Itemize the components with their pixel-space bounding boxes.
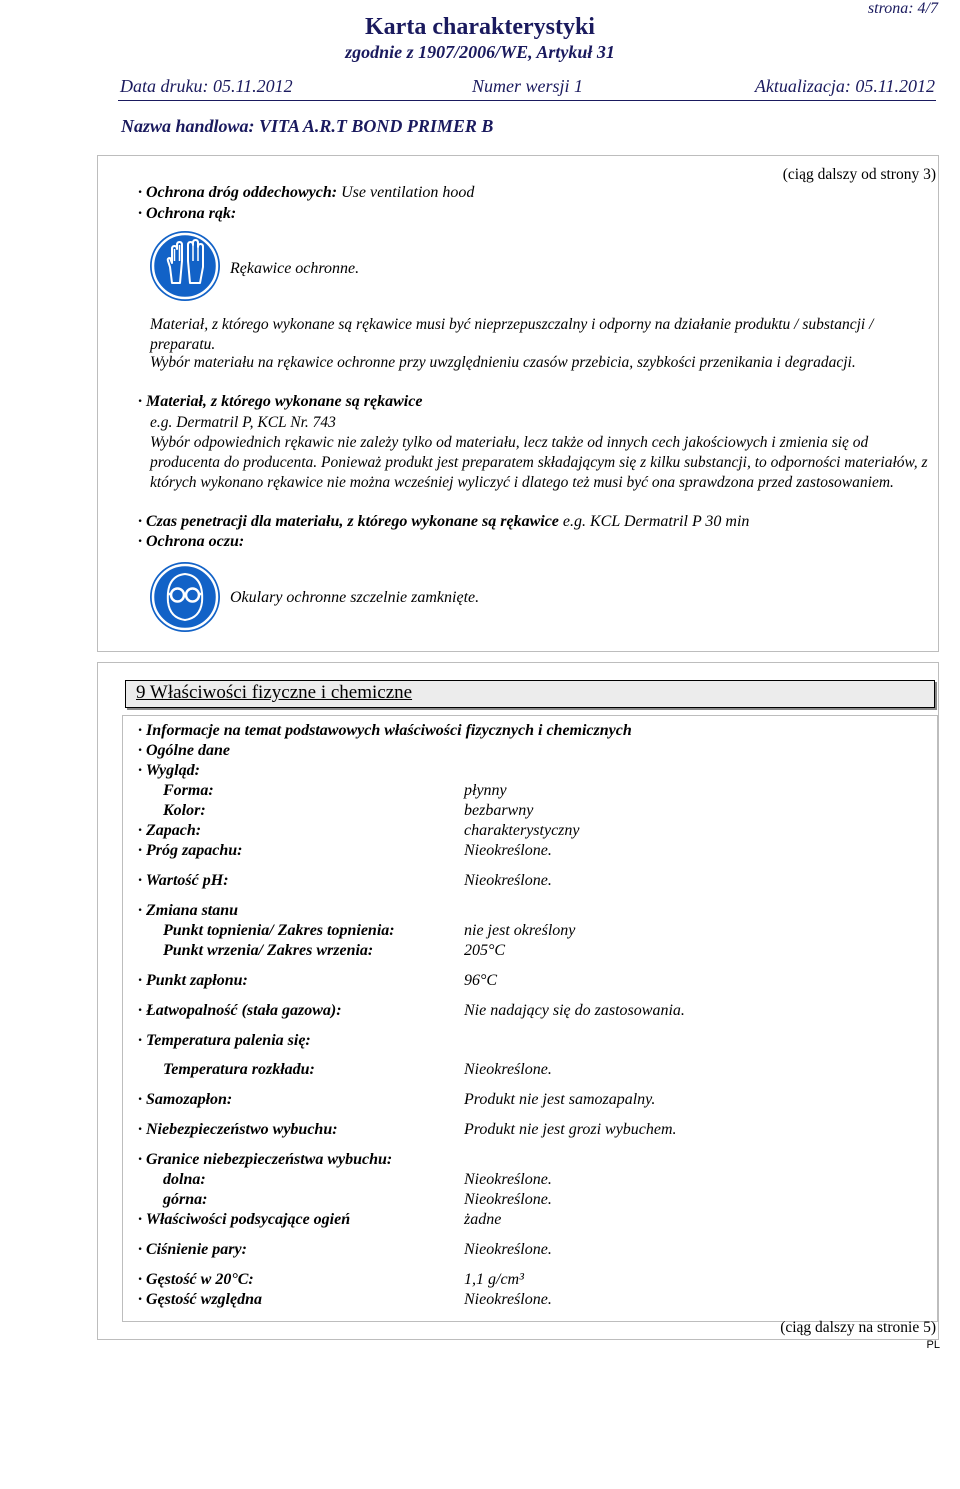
hand-protection-label: · Ochrona rąk: bbox=[138, 205, 237, 222]
property-value: Produkt nie jest grozi wybuchem. bbox=[464, 1121, 677, 1138]
glove-material-label: · Materiał, z którego wykonane są rękawice bbox=[138, 393, 423, 410]
property-label: · Ciśnienie pary: bbox=[138, 1241, 247, 1258]
property-value: 205°C bbox=[464, 942, 506, 959]
goggles-caption: Okulary ochronne szczelnie zamknięte. bbox=[230, 589, 480, 606]
property-value: Nieokreślone. bbox=[464, 872, 552, 889]
property-label: · Gęstość względna bbox=[138, 1291, 262, 1308]
property-label: · Zmiana stanu bbox=[138, 902, 239, 919]
goggles-icon bbox=[150, 562, 220, 632]
respiratory-protection-row bbox=[138, 184, 474, 202]
version-number: Numer wersji 1 bbox=[472, 76, 584, 96]
property-label: Punkt topnienia/ Zakres topnienia: bbox=[163, 922, 395, 939]
property-label: · Właściwości podsycające ogień bbox=[138, 1211, 351, 1228]
continued-from-note: (ciąg dalszy od strony 3) bbox=[782, 166, 936, 183]
property-value: Produkt nie jest samozapalny. bbox=[464, 1091, 656, 1108]
penetration-time-row bbox=[138, 513, 749, 531]
respiratory-protection-label: · Ochrona dróg oddechowych: bbox=[138, 184, 338, 201]
penetration-time-value: e.g. KCL Dermatril P 30 min bbox=[562, 513, 750, 530]
language-code: PL bbox=[926, 1339, 940, 1351]
property-label: górna: bbox=[163, 1191, 208, 1208]
print-date: Data druku: 05.11.2012 bbox=[120, 76, 293, 96]
property-label: · Niebezpieczeństwo wybuchu: bbox=[138, 1121, 338, 1138]
property-value: charakterystyczny bbox=[464, 822, 580, 839]
glove-material-value: e.g. Dermatril P, KCL Nr. 743 bbox=[150, 414, 336, 431]
page-number: strona: 4/7 bbox=[867, 0, 938, 17]
property-label: · Próg zapachu: bbox=[138, 842, 243, 859]
property-value: 96°C bbox=[464, 972, 498, 989]
property-value: płynny bbox=[464, 782, 507, 799]
glove-material-paragraph: Materiał, z którego wykonane są rękawice musi być nieprzepuszczalny i odporny na działanie produktu / substancji / preparatu. bbox=[150, 316, 874, 353]
property-value: Nieokreślone. bbox=[464, 1241, 552, 1258]
section9-heading-bar bbox=[125, 680, 935, 708]
document-title: Karta charakterystyki bbox=[365, 14, 595, 40]
property-label: · Temperatura palenia się: bbox=[138, 1032, 311, 1049]
property-label: · Ogólne dane bbox=[138, 742, 230, 759]
property-label: · Granice niebezpieczeństwa wybuchu: bbox=[138, 1151, 393, 1168]
update-date: Aktualizacja: 05.11.2012 bbox=[754, 76, 935, 96]
property-value: 1,1 g/cm³ bbox=[464, 1271, 524, 1288]
property-label: Forma: bbox=[163, 782, 214, 799]
gloves-caption: Rękawice ochronne. bbox=[230, 260, 360, 277]
property-value: bezbarwny bbox=[464, 802, 534, 819]
property-label: · Samozapłon: bbox=[138, 1091, 233, 1108]
property-value: Nieokreślone. bbox=[464, 1291, 552, 1308]
property-label: · Wartość pH: bbox=[138, 872, 229, 889]
respiratory-protection-value: Use ventilation hood bbox=[341, 184, 475, 201]
document-subtitle: zgodnie z 1907/2006/WE, Artykuł 31 bbox=[345, 42, 615, 62]
property-label: · Gęstość w 20°C: bbox=[138, 1271, 254, 1288]
property-value: żadne bbox=[464, 1211, 502, 1228]
glove-choice-paragraph: Wybór odpowiednich rękawic nie zależy tylko od materiału, lecz także od innych cech jakościowych i zmienia się od producenta do producenta. Ponieważ produkt jest preparatem składającym się z kilku substancji, to odporności materiałów, z których wykonano rękawice nie można wcześniej wyliczyć i dlatego też musi być ona sprawdzona przed zastosowaniem. bbox=[150, 434, 928, 491]
property-value: Nie nadający się do zastosowania. bbox=[464, 1002, 685, 1019]
section9-heading: 9 Właściwości fizyczne i chemiczne bbox=[136, 682, 413, 703]
trade-name: Nazwa handlowa: VITA A.R.T BOND PRIMER B bbox=[121, 116, 494, 136]
header-divider bbox=[118, 100, 936, 101]
penetration-time-label: · Czas penetracji dla materiału, z którego wykonane są rękawice bbox=[138, 513, 559, 530]
property-label: · Zapach: bbox=[138, 822, 202, 839]
property-label: · Informacje na temat podstawowych właściwości fizycznych i chemicznych bbox=[138, 722, 632, 739]
continued-on-note: (ciąg dalszy na stronie 5) bbox=[780, 1319, 936, 1336]
property-label: Kolor: bbox=[163, 802, 206, 819]
property-label: · Łatwopalność (stała gazowa): bbox=[138, 1002, 342, 1019]
property-value: nie jest określony bbox=[464, 922, 576, 939]
property-label: · Punkt zapłonu: bbox=[138, 972, 248, 989]
glove-selection-paragraph: Wybór materiału na rękawice ochronne przy uwzględnieniu czasów przebicia, szybkości przenikania i degradacji. bbox=[150, 354, 856, 371]
property-value: Nieokreślone. bbox=[464, 842, 552, 859]
property-label: Temperatura rozkładu: bbox=[163, 1061, 315, 1078]
gloves-icon bbox=[150, 231, 220, 301]
property-value: Nieokreślone. bbox=[464, 1191, 552, 1208]
property-label: · Wygląd: bbox=[138, 762, 200, 779]
property-label: Punkt wrzenia/ Zakres wrzenia: bbox=[163, 942, 374, 959]
property-value: Nieokreślone. bbox=[464, 1061, 552, 1078]
eye-protection-label: · Ochrona oczu: bbox=[138, 533, 245, 550]
property-label: dolna: bbox=[163, 1171, 206, 1188]
property-value: Nieokreślone. bbox=[464, 1171, 552, 1188]
